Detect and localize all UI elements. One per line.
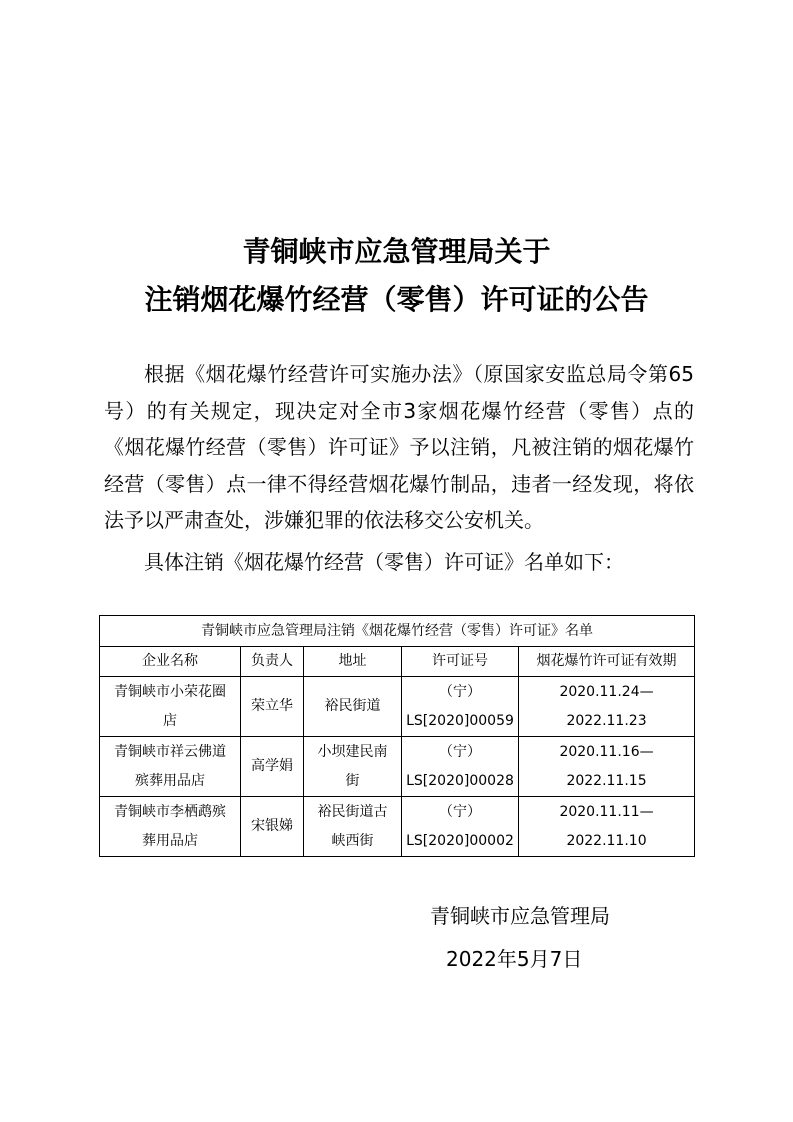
cell-validity-period: 2020.11.16— 2022.11.15 xyxy=(519,737,695,797)
cell-person-in-charge: 高学娟 xyxy=(241,737,304,797)
cell-company-name: 青铜峡市小荣花圈 店 xyxy=(100,677,241,737)
table-header-row xyxy=(100,647,695,677)
body-paragraph-2: 具体注销《烟花爆竹经营（零售）许可证》名单如下： xyxy=(144,550,624,574)
signature-organization: 青铜峡市应急管理局 xyxy=(430,904,610,928)
table-row xyxy=(100,677,695,737)
table-row xyxy=(100,797,695,857)
title-line-2: 注销烟花爆竹经营（零售）许可证的公告 xyxy=(144,283,649,316)
cell-address: 小坝建民南 街 xyxy=(304,737,402,797)
table-caption: 青铜峡市应急管理局注销《烟花爆竹经营（零售）许可证》名单 xyxy=(100,616,695,647)
header-address: 地址 xyxy=(304,647,402,677)
table-row xyxy=(100,737,695,797)
header-validity-period: 烟花爆竹许可证有效期 xyxy=(519,647,695,677)
cell-company-name: 青铜峡市祥云佛道 殡葬用品店 xyxy=(100,737,241,797)
cell-address: 裕民街道古 峡西街 xyxy=(304,797,402,857)
cell-person-in-charge: 宋银娣 xyxy=(241,797,304,857)
document-title xyxy=(0,228,793,324)
cell-validity-period: 2020.11.24— 2022.11.23 xyxy=(519,677,695,737)
cell-license-number: （宁） LS[2020]00028 xyxy=(402,737,519,797)
header-license-number: 许可证号 xyxy=(402,647,519,677)
cell-address: 裕民街道 xyxy=(304,677,402,737)
title-line-1: 青铜峡市应急管理局关于 xyxy=(242,235,551,268)
cell-validity-period: 2020.11.11— 2022.11.10 xyxy=(519,797,695,857)
cell-person-in-charge: 荣立华 xyxy=(241,677,304,737)
revocation-table xyxy=(99,615,695,857)
cell-company-name: 青铜峡市李栖鹉殡 葬用品店 xyxy=(100,797,241,857)
cell-license-number: （宁） LS[2020]00059 xyxy=(402,677,519,737)
header-company-name: 企业名称 xyxy=(100,647,241,677)
cell-license-number: （宁） LS[2020]00002 xyxy=(402,797,519,857)
header-person-in-charge: 负责人 xyxy=(241,647,304,677)
body-paragraph-1: 根据《烟花爆竹经营许可实施办法》（原国家安监总局令第65号）的有关规定，现决定对全市3家烟花爆竹经营（零售）点的《烟花爆竹经营（零售）许可证》予以注销，凡被注销的烟花爆竹经营（零售）点一律不得经营烟花爆竹制品，违者一经发现，将依法予以严肃查处，涉嫌犯罪的依法移交公安机关。 xyxy=(104,362,694,532)
signature-date: 2022年5月7日 xyxy=(446,947,583,971)
